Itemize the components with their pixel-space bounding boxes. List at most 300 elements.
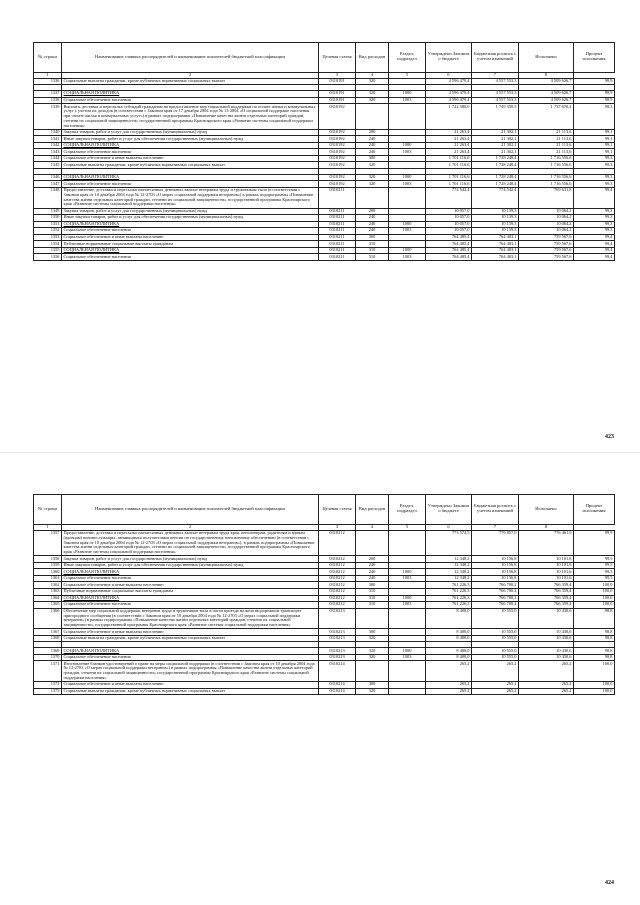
executed-amount: 265,2	[519, 661, 574, 682]
row-number: 1348	[34, 187, 62, 208]
approved-amount: 10 057,0	[426, 221, 472, 228]
target-article: 0310192	[319, 136, 356, 143]
row-number: 1364	[34, 595, 62, 602]
rospis-amount: 764 403,1	[472, 254, 519, 261]
approved-amount: 21 263,4	[426, 129, 472, 136]
expense-type	[356, 187, 389, 208]
rospis-amount: 764 403,1	[472, 234, 519, 241]
target-article: 0310214	[319, 661, 356, 682]
target-article: 0310192	[319, 149, 356, 156]
rospis-amount: 10 139,3	[472, 208, 519, 215]
execution-percent: 100,0	[574, 602, 615, 609]
rospis-amount: 1 749 350,5	[472, 104, 519, 130]
row-number: 1337	[34, 91, 62, 98]
row-number: 1373	[34, 688, 62, 695]
approved-amount: 764 485,4	[426, 241, 472, 248]
executed-amount: 759 567,6	[519, 241, 574, 248]
section-code: 1000	[389, 142, 426, 149]
executed-amount: 10 064,2	[519, 221, 574, 228]
expense-type: 200	[356, 129, 389, 136]
rospis-amount: 4 557 553,3	[472, 91, 519, 98]
execution-percent: 99,5	[574, 556, 615, 563]
rospis-amount: 21 302,1	[472, 129, 519, 136]
executed-amount: 759 567,6	[519, 254, 574, 261]
section-code: 1000	[389, 595, 426, 602]
row-name: СОЦИАЛЬНАЯ ПОЛИТИКА	[62, 221, 319, 228]
executed-amount: 10 430,6	[519, 648, 574, 655]
approved-amount: 761 226,3	[426, 582, 472, 589]
execution-percent: 98,8	[574, 654, 615, 661]
table-row	[34, 661, 615, 682]
budget-table	[33, 42, 615, 261]
table-header-row	[34, 495, 615, 525]
row-name: Социальное обеспечение населения	[62, 97, 319, 104]
rospis-amount: 10 555,0	[472, 648, 519, 655]
expense-type: 310	[356, 595, 389, 602]
expense-type: 320	[356, 91, 389, 98]
rospis-amount: 1 728 248,4	[472, 174, 519, 181]
section-code: 1000	[389, 91, 426, 98]
execution-percent: 99,3	[574, 181, 615, 188]
executed-amount: 769 631,8	[519, 187, 574, 208]
rospis-amount: 10 555,0	[472, 654, 519, 661]
rospis-amount: 1 728 248,4	[472, 162, 519, 169]
approved-amount: 761 226,3	[426, 595, 472, 602]
expense-type: 240	[356, 149, 389, 156]
row-name: Иные закупки товаров, работ и услуг для обеспечения государственных (муниципальных) нужд	[62, 136, 319, 143]
approved-amount: 21 263,4	[426, 142, 472, 149]
execution-percent: 99,3	[574, 228, 615, 235]
approved-amount: 21 263,4	[426, 149, 472, 156]
row-name: Социальные выплаты гражданам, кроме публичных нормативных социальных выплат	[62, 162, 319, 169]
row-number: 1360	[34, 569, 62, 576]
expense-type: 300	[356, 234, 389, 241]
approved-amount: 265,2	[426, 688, 472, 695]
target-article: 0310192	[319, 162, 356, 169]
target-article: 0310212	[319, 588, 356, 595]
rospis-amount: 10 139,3	[472, 228, 519, 235]
section-code: 1003	[389, 97, 426, 104]
expense-type: 240	[356, 142, 389, 149]
header-approved: Утверждено Законом о бюджете	[426, 495, 472, 525]
target-article: 0310212	[319, 595, 356, 602]
target-article: 0310213	[319, 635, 356, 642]
row-number: 1366	[34, 608, 62, 629]
expense-type: 320	[356, 97, 389, 104]
header-num: № строки	[34, 495, 62, 525]
target-article: 0310211	[319, 234, 356, 241]
expense-type: 240	[356, 221, 389, 228]
row-name: Публичные нормативные социальные выплаты гражданам	[62, 588, 319, 595]
target-article: 0310211	[319, 254, 356, 261]
row-name: Социальное обеспечение и иные выплаты населению	[62, 234, 319, 241]
row-number: 1336	[34, 78, 62, 85]
execution-percent: 98,9	[574, 78, 615, 85]
header-executed: Исполнено	[519, 43, 574, 73]
header-code: Целевая статья	[319, 495, 356, 525]
expense-type: 240	[356, 215, 389, 222]
execution-percent: 99,4	[574, 247, 615, 254]
row-number: 1345	[34, 162, 62, 169]
row-name: Социальное обеспечение населения	[62, 228, 319, 235]
approved-amount: 4 596 479,4	[426, 78, 472, 85]
target-article: 0310211	[319, 187, 356, 208]
execution-percent: 100,0	[574, 661, 615, 682]
rospis-amount: 265,2	[472, 688, 519, 695]
executed-amount: 10 430,6	[519, 608, 574, 629]
row-name: Социальное обеспечение и иные выплаты населению	[62, 582, 319, 589]
row-number: 1369	[34, 648, 62, 655]
execution-percent: 99,3	[574, 155, 615, 162]
target-article: 0310214	[319, 682, 356, 689]
execution-percent: 99,1	[574, 149, 615, 156]
column-number: 7	[472, 72, 519, 78]
execution-percent: 99,4	[574, 241, 615, 248]
target-article: 0310214	[319, 688, 356, 695]
target-article: 0310211	[319, 241, 356, 248]
executed-amount: 759 567,6	[519, 234, 574, 241]
approved-amount: 10 057,0	[426, 208, 472, 215]
target-article: 0310213	[319, 654, 356, 661]
row-name: СОЦИАЛЬНАЯ ПОЛИТИКА	[62, 569, 319, 576]
rospis-amount: 10 139,3	[472, 215, 519, 222]
rospis-amount: 4 557 553,3	[472, 78, 519, 85]
column-number: 3	[319, 72, 356, 78]
expense-type: 300	[356, 155, 389, 162]
row-number: 1346	[34, 174, 62, 181]
row-number: 1357	[34, 530, 62, 556]
target-article: 0310191	[319, 97, 356, 104]
target-article: 0310211	[319, 247, 356, 254]
row-name: Социальное обеспечение населения	[62, 602, 319, 609]
executed-amount: 265,2	[519, 682, 574, 689]
document-page-423	[0, 0, 640, 452]
row-number: 1371	[34, 661, 62, 682]
approved-amount: 8 400,0	[426, 648, 472, 655]
table-row	[34, 688, 615, 695]
rospis-amount: 10 139,3	[472, 221, 519, 228]
table-row	[34, 608, 615, 629]
executed-amount: 1 716 556,6	[519, 181, 574, 188]
page-number: 424	[605, 880, 614, 886]
row-name: Социальное обеспечение населения	[62, 654, 319, 661]
rospis-amount: 766 700,2	[472, 602, 519, 609]
row-name: Социальные выплаты гражданам, кроме публичных нормативных социальных выплат	[62, 688, 319, 695]
target-article: 0310192	[319, 129, 356, 136]
row-number: 1344	[34, 155, 62, 162]
executed-amount: 759 567,6	[519, 247, 574, 254]
column-number: 5	[389, 524, 426, 530]
expense-type: 240	[356, 228, 389, 235]
target-article: 0310213	[319, 608, 356, 629]
section-code: 1000	[389, 174, 426, 181]
expense-type: 320	[356, 174, 389, 181]
approved-amount: 12 348,2	[426, 575, 472, 582]
execution-percent: 99,3	[574, 208, 615, 215]
rospis-amount: 764 403,1	[472, 241, 519, 248]
rospis-amount: 766 700,2	[472, 582, 519, 589]
target-article: 0310212	[319, 530, 356, 556]
row-number: 1349	[34, 208, 62, 215]
executed-amount: 1 737 670,2	[519, 104, 574, 130]
rospis-amount: 4 557 553,3	[472, 97, 519, 104]
section-code: 1000	[389, 569, 426, 576]
row-number: 1365	[34, 602, 62, 609]
execution-percent: 99,3	[574, 215, 615, 222]
column-number: 6	[426, 524, 472, 530]
rospis-amount: 766 700,2	[472, 595, 519, 602]
row-name: Социальное обеспечение населения	[62, 149, 319, 156]
approved-amount: 8 400,0	[426, 654, 472, 661]
rospis-amount: 10 156,8	[472, 569, 519, 576]
approved-amount: 8 400,0	[426, 608, 472, 629]
target-article: 0310211	[319, 208, 356, 215]
row-number: 1354	[34, 241, 62, 248]
section-code	[389, 104, 426, 130]
execution-percent: 99,3	[574, 104, 615, 130]
target-article: 0310211	[319, 215, 356, 222]
rospis-amount: 21 302,1	[472, 136, 519, 143]
execution-percent: 99,4	[574, 254, 615, 261]
header-rospis: Бюджетная роспись с учетом изменений	[472, 495, 519, 525]
target-article: 0310192	[319, 155, 356, 162]
executed-amount: 21 113,6	[519, 136, 574, 143]
row-name: Обеспечение мер социальной поддержки ветеранов труда и тружеников тыла в части проезда на железнодорожном транспорте пригородного сообщения (в соответствии с Законом края от 10 декабря 2004 года № 12-2703 «О мерах социальной поддержки ветеранов») в рамках подпрограммы «Повышение качества жизни отдельных категорий граждан, степени их социальной защищенности» государственной программы Красноярского края «Развитие системы социальной поддержки населения»	[62, 608, 319, 629]
approved-amount: 12 348,2	[426, 562, 472, 569]
target-article: 0310212	[319, 602, 356, 609]
executed-amount: 766 359,4	[519, 588, 574, 595]
approved-amount: 1 701 116,6	[426, 181, 472, 188]
expense-type: 320	[356, 181, 389, 188]
row-number: 1368	[34, 635, 62, 642]
target-article: 0310212	[319, 556, 356, 563]
expense-type: 320	[356, 648, 389, 655]
executed-amount: 10 430,6	[519, 635, 574, 642]
executed-amount: 4 509 626,7	[519, 97, 574, 104]
page-number: 423	[605, 434, 614, 440]
rospis-amount: 1 728 248,4	[472, 181, 519, 188]
budget-table	[33, 494, 615, 695]
approved-amount: 1 722 380,0	[426, 104, 472, 130]
target-article: 0310212	[319, 582, 356, 589]
section-code: 1003	[389, 228, 426, 235]
rospis-amount: 776 857,0	[472, 530, 519, 556]
execution-percent: 98,9	[574, 97, 615, 104]
row-name: Иные закупки товаров, работ и услуг для обеспечения государственных (муниципальных) нужд	[62, 562, 319, 569]
execution-percent: 99,4	[574, 187, 615, 208]
expense-type: 310	[356, 602, 389, 609]
executed-amount: 10 064,2	[519, 215, 574, 222]
header-razd: Раздел, подраздел	[389, 495, 426, 525]
row-number: 1363	[34, 588, 62, 595]
rospis-amount: 774 542,4	[472, 187, 519, 208]
row-name: Выплата, доставка и пересылка субсидий гражданам на предоставление мер социальной поддержки по оплате жилья и коммунальных услуг с учетом их доходов (в соответствии с Законом края от 17 декабря 2004 года № 13-2804 «О социальной поддержке населения при оплате жилья и коммунальных услуг») в рамках подпрограммы «Повышение качества жизни отдельных категорий граждан, степени их социальной защищенности» государственной программы Красноярского края «Развитие системы социальной поддержки населения»	[62, 104, 319, 130]
row-name: Социальное обеспечение населения	[62, 181, 319, 188]
header-pct: Процент исполнения	[574, 43, 615, 73]
row-name: СОЦИАЛЬНАЯ ПОЛИТИКА	[62, 91, 319, 98]
rospis-amount: 10 555,0	[472, 629, 519, 636]
section-code	[389, 661, 426, 682]
row-number: 1347	[34, 181, 62, 188]
column-number: 4	[356, 72, 389, 78]
section-code	[389, 530, 426, 556]
executed-amount: 10 101,6	[519, 569, 574, 576]
row-name: Социальное обеспечение населения	[62, 254, 319, 261]
executed-amount: 1 716 556,6	[519, 162, 574, 169]
document-page-424	[0, 452, 640, 905]
executed-amount: 10 101,6	[519, 575, 574, 582]
approved-amount: 764 485,4	[426, 254, 472, 261]
column-number: 5	[389, 72, 426, 78]
row-name: Социальные выплаты гражданам, кроме публичных нормативных социальных выплат	[62, 78, 319, 85]
row-name: Иные закупки товаров, работ и услуг для обеспечения государственных (муниципальных) нужд	[62, 215, 319, 222]
expense-type: 310	[356, 588, 389, 595]
execution-percent: 99,5	[574, 569, 615, 576]
section-code: 1003	[389, 654, 426, 661]
execution-percent: 99,5	[574, 575, 615, 582]
column-number: 8	[519, 524, 574, 530]
rospis-amount: 1 728 248,4	[472, 155, 519, 162]
row-name: Социальные выплаты гражданам, кроме публичных нормативных социальных выплат	[62, 635, 319, 642]
approved-amount: 774 542,4	[426, 187, 472, 208]
column-number: 1	[34, 72, 62, 78]
approved-amount: 8 400,0	[426, 635, 472, 642]
executed-amount: 21 113,6	[519, 129, 574, 136]
approved-amount: 12 348,2	[426, 556, 472, 563]
executed-amount: 10 064,2	[519, 228, 574, 235]
rospis-amount: 21 302,1	[472, 149, 519, 156]
row-number: 1350	[34, 215, 62, 222]
column-number: 3	[319, 524, 356, 530]
target-article: 0310212	[319, 569, 356, 576]
table-body	[34, 78, 615, 260]
expense-type: 300	[356, 682, 389, 689]
target-article: 0310212	[319, 562, 356, 569]
approved-amount: 21 263,4	[426, 136, 472, 143]
section-code: 1000	[389, 648, 426, 655]
header-num: № строки	[34, 43, 62, 73]
approved-amount: 761 226,3	[426, 602, 472, 609]
target-article: 0310191	[319, 78, 356, 85]
section-code: 1003	[389, 181, 426, 188]
target-article: 0310211	[319, 221, 356, 228]
rospis-amount: 764 403,1	[472, 247, 519, 254]
execution-percent: 98,9	[574, 91, 615, 98]
header-name: Наименование главных распорядителей и наименование показателей бюджетной классификации	[62, 43, 319, 73]
approved-amount: 1 701 116,6	[426, 155, 472, 162]
column-number: 1	[34, 524, 62, 530]
rospis-amount: 10 156,8	[472, 575, 519, 582]
approved-amount: 10 057,0	[426, 215, 472, 222]
approved-amount: 12 348,2	[426, 569, 472, 576]
target-article: 0310213	[319, 648, 356, 655]
target-article: 0310211	[319, 228, 356, 235]
row-name: Закупка товаров, работ и услуг для государственных (муниципальных) нужд	[62, 556, 319, 563]
target-article: 0310192	[319, 174, 356, 181]
execution-percent: 98,8	[574, 629, 615, 636]
approved-amount: 761 226,3	[426, 588, 472, 595]
section-code: 1000	[389, 221, 426, 228]
executed-amount: 1 716 556,6	[519, 174, 574, 181]
row-name: Закупка товаров, работ и услуг для государственных (муниципальных) нужд	[62, 208, 319, 215]
section-code	[389, 608, 426, 629]
approved-amount: 764 485,4	[426, 234, 472, 241]
expense-type: 320	[356, 688, 389, 695]
column-number: 7	[472, 524, 519, 530]
table-row	[34, 187, 615, 208]
section-code: 1003	[389, 602, 426, 609]
executed-amount: 10 064,2	[519, 208, 574, 215]
row-number: 1367	[34, 629, 62, 636]
expense-type: 240	[356, 136, 389, 143]
expense-type: 240	[356, 562, 389, 569]
expense-type	[356, 608, 389, 629]
expense-type: 240	[356, 575, 389, 582]
execution-percent: 98,8	[574, 648, 615, 655]
header-pct: Процент исполнения	[574, 495, 615, 525]
target-article: 0310192	[319, 142, 356, 149]
expense-type: 310	[356, 241, 389, 248]
row-name: Предоставление, доставка и пересылка ежемесячных денежных выплат ветеранам труда края, пенсионерам, родителям и вдовам (вдовцам) военнослужащих, являющимся получателями пенсии по государственному пенсионному обеспечению (в соответствии с Законом края от 10 декабря 2004 года № 12-2703 «О мерах социальной поддержки ветеранов»), в рамках подпрограммы «Повышение качества жизни отдельных категорий граждан, степени их социальной защищенности» государственной программы Красноярского края «Развитие системы социальной поддержки населения»	[62, 530, 319, 556]
rospis-amount: 265,2	[472, 682, 519, 689]
approved-amount: 764 485,4	[426, 247, 472, 254]
column-number: 2	[62, 72, 319, 78]
executed-amount: 10 101,6	[519, 556, 574, 563]
rospis-amount: 10 156,8	[472, 556, 519, 563]
row-name: Закупка товаров, работ и услуг для государственных (муниципальных) нужд	[62, 129, 319, 136]
expense-type: 240	[356, 569, 389, 576]
execution-percent: 99,5	[574, 562, 615, 569]
row-number: 1362	[34, 582, 62, 589]
header-rospis: Бюджетная роспись с учетом изменений	[472, 43, 519, 73]
row-number: 1370	[34, 654, 62, 661]
row-number: 1342	[34, 142, 62, 149]
column-number: 6	[426, 72, 472, 78]
row-name: Предоставление, доставка и пересылка ежемесячных денежных выплат ветеранам труда и труженикам тыла (в соответствии с Законом края от 10 декабря 2004 года № 12-2703 «О мерах социальной поддержки ветеранов») в рамках подпрограммы «Повышение качества жизни отдельных категорий граждан, степени их социальной защищенности» государственной программы Красноярского края «Развитие системы социальной поддержки населения»	[62, 187, 319, 208]
header-razd: Раздел, подраздел	[389, 43, 426, 73]
row-name: Социальное обеспечение и иные выплаты населению	[62, 155, 319, 162]
section-code: 1003	[389, 254, 426, 261]
expense-type: 310	[356, 254, 389, 261]
expense-type: 320	[356, 635, 389, 642]
row-name: СОЦИАЛЬНАЯ ПОЛИТИКА	[62, 247, 319, 254]
rospis-amount: 10 156,8	[472, 562, 519, 569]
approved-amount: 265,2	[426, 682, 472, 689]
rospis-amount: 10 555,0	[472, 608, 519, 629]
expense-type: 200	[356, 208, 389, 215]
table-body	[34, 530, 615, 694]
approved-amount: 265,2	[426, 661, 472, 682]
rospis-amount: 10 555,0	[472, 635, 519, 642]
approved-amount: 10 057,0	[426, 228, 472, 235]
executed-amount: 21 113,6	[519, 142, 574, 149]
expense-type	[356, 530, 389, 556]
execution-percent: 99,1	[574, 142, 615, 149]
expense-type: 200	[356, 556, 389, 563]
expense-type: 320	[356, 654, 389, 661]
row-number: 1338	[34, 97, 62, 104]
execution-percent: 99,1	[574, 136, 615, 143]
table-row	[34, 530, 615, 556]
header-vid: Вид расходов	[356, 43, 389, 73]
rospis-amount: 265,2	[472, 661, 519, 682]
executed-amount: 4 509 626,7	[519, 78, 574, 85]
executed-amount: 10 101,6	[519, 562, 574, 569]
executed-amount: 766 359,4	[519, 602, 574, 609]
row-number: 1353	[34, 234, 62, 241]
row-number: 1341	[34, 136, 62, 143]
executed-amount: 4 509 626,7	[519, 91, 574, 98]
